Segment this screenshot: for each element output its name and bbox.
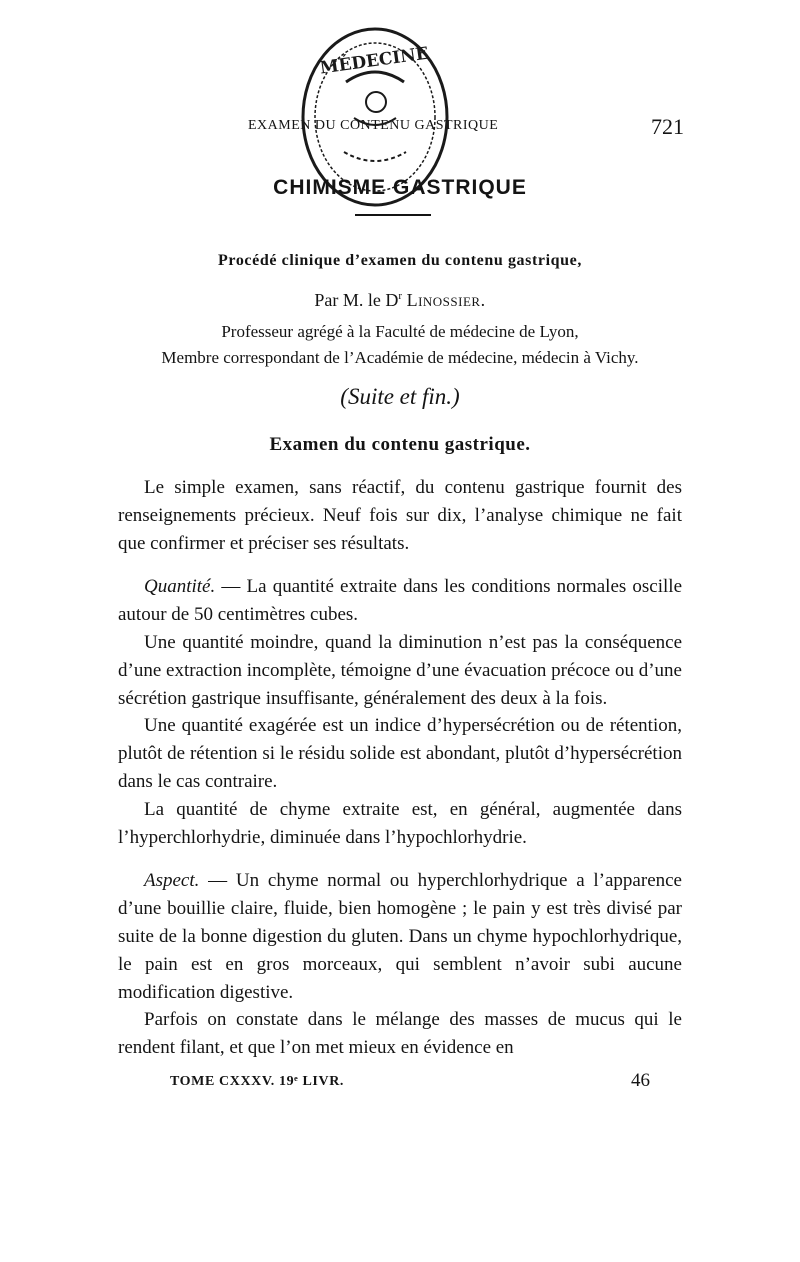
subsection-heading: Examen du contenu gastrique. xyxy=(269,434,531,455)
article-title: Procédé clinique d’examen du contenu gastrique, xyxy=(218,252,582,269)
paragraph-exageree: Une quantité exagérée est un indice d’hypersécrétion ou de rétention, plutôt de rétention si le résidu solide est abondant, plutôt d’hypersécrétion dans le cas contraire. xyxy=(118,715,682,792)
paragraph-moindre: Une quantité moindre, quand la diminution n’est pas la conséquence d’une extraction incomplète, témoigne d’une évacuation précoce ou d’une sécrétion gastrique insuffisante, généralement des deux à la fois. xyxy=(118,631,682,709)
signature-number: 46 xyxy=(631,1070,650,1091)
body-text xyxy=(118,474,682,1062)
page-footer xyxy=(170,1072,650,1098)
paragraph-chyme: La quantité de chyme extraite est, en général, augmentée dans l’hyperchlorhydrie, diminuée dans l’hypochlorhydrie. xyxy=(118,798,682,848)
paragraph-aspect xyxy=(118,867,682,1006)
aspect-text: — Un chyme normal ou hyperchlorhydrique a l’apparence d’une bouillie claire, fluide, bien homogène ; le pain y est très divisé par suite de la bonne digestion du gluten. Dans un chyme hypochlorhydrique, le pain est en gros morceaux, qui semblent n’avoir subi aucune modification digestive. xyxy=(118,870,682,1003)
paragraph-quantite xyxy=(118,573,682,629)
running-head-title: EXAMEN DU CONTENU GASTRIQUE xyxy=(248,118,499,133)
byline xyxy=(0,290,800,311)
signature-mark: TOME CXXXV. 19ᵉ LIVR. xyxy=(170,1074,345,1089)
runin-aspect: Aspect. xyxy=(144,870,200,892)
paragraph-intro: Le simple examen, sans réactif, du contenu gastrique fournit des renseignements précieux. Neuf fois sur dix, l’analyse chimique ne fait que confirmer et préciser ses résultats. xyxy=(118,477,682,554)
stamp-text: MÉDECINE xyxy=(318,43,430,79)
quantite-text: — La quantité extraite dans les conditions normales oscille autour de 50 centimètres cubes. xyxy=(118,576,682,626)
section-title: CHIMISME GASTRIQUE xyxy=(273,176,527,199)
title-rule xyxy=(355,214,431,216)
author-name: Linossier. xyxy=(406,290,486,310)
runin-quantite: Quantité. xyxy=(144,576,216,598)
page-number: 721 xyxy=(651,114,684,139)
continuation-note: (Suite et fin.) xyxy=(340,384,460,409)
affiliation-line-1: Professeur agrégé à la Faculté de médecine de Lyon, xyxy=(221,322,579,341)
byline-sup: r xyxy=(398,290,403,302)
affiliation-line-2: Membre correspondant de l’Académie de médecine, médecin à Vichy. xyxy=(161,348,639,367)
byline-prefix: Par M. le D xyxy=(314,290,399,310)
paragraph-parfois: Parfois on constate dans le mélange des masses de mucus qui le rendent filant, et que l’on met mieux en évidence en xyxy=(118,1009,682,1059)
